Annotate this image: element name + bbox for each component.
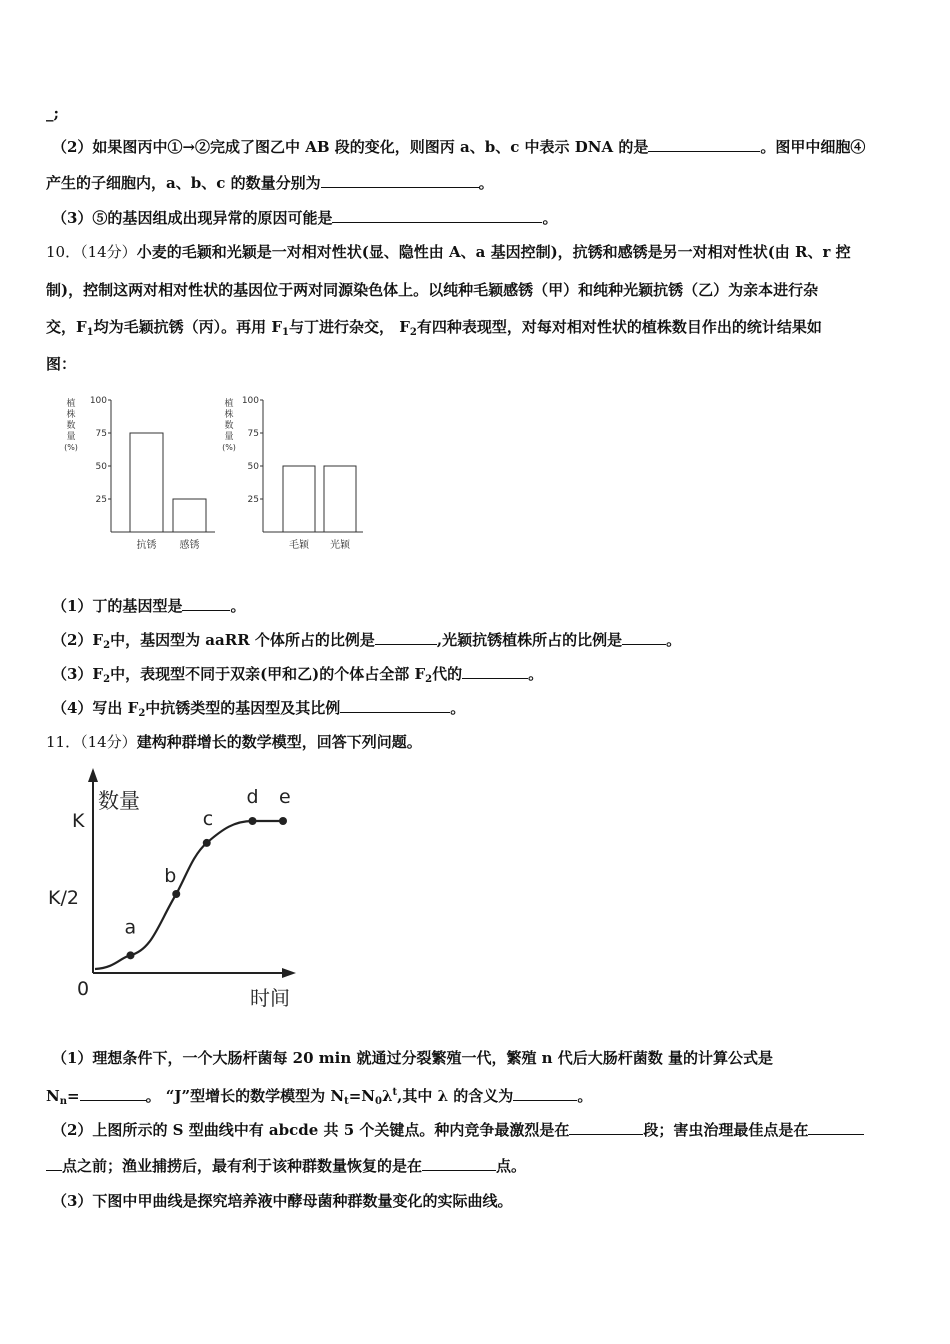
x-tick-label: 毛颖: [289, 540, 309, 551]
text-fragment: 。: [230, 597, 246, 615]
y-tick-label: 25: [95, 495, 107, 505]
answer-blank[interactable]: [422, 1156, 496, 1171]
text-fragment: 。: [450, 699, 466, 717]
text-fragment: 。图甲中细胞④: [760, 138, 866, 156]
question-10-line-2: [46, 280, 818, 300]
answer-blank[interactable]: [46, 1156, 62, 1171]
text-fragment: 。: [478, 174, 494, 192]
answer-blank[interactable]: [182, 596, 230, 611]
curve-point: [203, 839, 211, 847]
text-fragment: （3）⑤的基因组成出现异常的原因可能是: [52, 209, 333, 227]
y-tick-label: 75: [247, 429, 259, 439]
y-axis-label-char: 株: [66, 410, 76, 420]
text-fragment: （3）下图中甲曲线是探究培养液中酵母菌种群数量变化的实际曲线。: [52, 1192, 513, 1210]
text-fragment: 交，F: [46, 318, 87, 336]
subscript: 1: [86, 327, 94, 338]
bar-chart-rust: [55, 390, 235, 560]
text-fragment: 有四种表现型，对每对相对性状的植株数目作出的统计结果如: [416, 318, 822, 336]
text-fragment: （2）如果图丙中①→②完成了图乙中 AB 段的变化，则图丙 a、b、c 中表示 DNA 的是: [52, 138, 649, 156]
subscript: 2: [103, 640, 111, 651]
answer-blank[interactable]: [569, 1120, 643, 1135]
text-fragment: 代的: [432, 665, 463, 683]
curve-point: [172, 890, 180, 898]
text-fragment: N: [46, 1087, 60, 1105]
x-tick-label: 光颖: [330, 540, 350, 551]
subscript: n: [59, 1096, 67, 1107]
question-10-line-4: [46, 354, 76, 374]
text-fragment: 中抗锈类型的基因型及其比例: [145, 699, 341, 717]
y-tick-label: 25: [247, 495, 259, 505]
text-line-3: [52, 208, 557, 228]
x-tick-label: 抗锈: [136, 540, 157, 551]
text-line-1: [52, 137, 865, 157]
x-axis-arrow: [282, 968, 296, 978]
text-fragment: 制)，控制这两对相对性状的基因位于两对同源染色体上。以纯种毛颖感锈（甲）和纯种光颖抗锈（乙）为亲本进行杂: [46, 281, 819, 299]
y-axis-label-char: 植: [224, 399, 234, 409]
y-axis-label-char: 数: [224, 421, 234, 431]
superscript: t: [392, 1087, 398, 1098]
s-curve-chart: [42, 762, 312, 1012]
s-curve: [95, 821, 283, 969]
subscript: 2: [138, 708, 146, 719]
text-fragment: _;: [46, 104, 60, 122]
q10-sub-2: [52, 630, 681, 650]
subscript: 2: [425, 674, 433, 685]
y-axis-label-unit: (%): [222, 443, 236, 452]
q10-sub-1: [52, 596, 245, 616]
answer-blank[interactable]: [80, 1086, 146, 1101]
text-fragment: （4）写出 F: [52, 699, 139, 717]
bar: [283, 466, 315, 532]
text-fragment: 中，基因型为 aaRR 个体所占的比例是: [110, 631, 375, 649]
text-fragment: 。 “J”型增长的数学模型为 N: [145, 1087, 345, 1105]
curve-point: [127, 951, 135, 959]
q11-sub-2-line-1: [52, 1120, 864, 1140]
q11-sub-1-line-1: [52, 1048, 773, 1068]
text-fragment: 产生的子细胞内，a、b、c 的数量分别为: [46, 174, 321, 192]
text-fragment: （1）理想条件下，一个大肠杆菌每 20 min 就通过分裂繁殖一代，繁殖 n 代后大肠杆菌数 量的计算公式是: [52, 1049, 774, 1067]
y-tick-label: 50: [95, 462, 107, 472]
subscript: 2: [409, 327, 417, 338]
question-11-line-1: [46, 732, 422, 752]
text-line-0: [46, 103, 59, 123]
text-fragment: 与丁进行杂交， F: [288, 318, 410, 336]
y-axis-label-char: 量: [66, 432, 76, 442]
q10-sub-3: [52, 664, 543, 684]
text-fragment: 建构种群增长的数学模型，回答下列问题。: [136, 733, 422, 751]
origin-label: 0: [77, 978, 90, 1000]
y-axis-label-char: 植: [66, 399, 76, 409]
bar: [324, 466, 356, 532]
text-fragment: 段；害虫治理最佳点是在: [643, 1121, 809, 1139]
q11-sub-1-line-2: [46, 1086, 592, 1106]
y-axis-label-char: 量: [224, 432, 234, 442]
question-number: 10．（14分）: [46, 243, 137, 261]
text-fragment: ,光颖抗锈植株所占的比例是: [436, 631, 623, 649]
answer-blank[interactable]: [332, 208, 542, 223]
text-fragment: 。: [577, 1087, 593, 1105]
text-fragment: 图：: [46, 355, 77, 373]
y-tick-label: 75: [95, 429, 107, 439]
text-fragment: =N: [348, 1087, 375, 1105]
question-10-line-3: [46, 317, 822, 337]
text-fragment: 小麦的毛颖和光颖是一对相对性状(显、隐性由 A、a 基因控制)，抗锈和感锈是另一对相对性状(由 R、r 控: [136, 243, 851, 261]
question-number: 11．（14分）: [46, 733, 137, 751]
y-tick-label-k: K: [72, 810, 85, 832]
q11-sub-2-line-2: [46, 1156, 526, 1176]
x-axis-label: 时间: [250, 986, 290, 1010]
answer-blank[interactable]: [375, 630, 437, 645]
text-fragment: ,其中 λ 的含义为: [397, 1087, 514, 1105]
question-10-line-1: [46, 242, 851, 262]
y-axis-label-char: 数: [66, 421, 76, 431]
answer-blank[interactable]: [648, 137, 760, 152]
text-fragment: 。: [666, 631, 682, 649]
subscript: t: [344, 1096, 349, 1107]
y-tick-label: 50: [247, 462, 259, 472]
curve-point-label: c: [202, 807, 214, 830]
text-fragment: 。: [528, 665, 544, 683]
x-tick-label: 感锈: [179, 540, 200, 551]
text-fragment: λ: [381, 1087, 393, 1105]
bar: [130, 433, 163, 532]
y-axis-label: 数量: [98, 789, 140, 813]
subscript: 2: [103, 674, 111, 685]
y-axis-label-char: 株: [224, 410, 234, 420]
answer-blank[interactable]: [808, 1120, 864, 1135]
answer-blank[interactable]: [462, 664, 528, 679]
text-fragment: 点。: [496, 1157, 527, 1175]
text-fragment: =: [67, 1087, 80, 1105]
curve-point-label: e: [279, 786, 291, 808]
answer-blank[interactable]: [622, 630, 666, 645]
text-fragment: 均为毛颖抗锈（丙）。再用 F: [93, 318, 282, 336]
subscript: 1: [282, 327, 289, 338]
answer-blank[interactable]: [321, 173, 479, 188]
subscript: 0: [375, 1096, 382, 1107]
text-fragment: 点之前；渔业捕捞后，最有利于该种群数量恢复的是在: [62, 1157, 423, 1175]
text-fragment: （3）F: [52, 665, 104, 683]
curve-point-label: d: [246, 786, 259, 808]
text-fragment: （2）F: [52, 631, 104, 649]
y-tick-label-k2: K/2: [48, 887, 79, 909]
curve-point-label: a: [124, 916, 137, 939]
bar-chart-glume: [215, 390, 385, 560]
y-axis-label-unit: (%): [64, 443, 78, 452]
q10-sub-4: [52, 698, 465, 718]
answer-blank[interactable]: [513, 1086, 577, 1101]
curve-point-label: b: [164, 865, 177, 887]
y-tick-label: 100: [241, 396, 259, 406]
text-fragment: （2）上图所示的 S 型曲线中有 abcde 共 5 个关键点。种内竞争最激烈是在: [52, 1121, 570, 1139]
y-axis-arrow: [88, 768, 98, 782]
answer-blank[interactable]: [340, 698, 450, 713]
text-line-2: [46, 173, 494, 193]
text-fragment: 中，表现型不同于双亲(甲和乙)的个体占全部 F: [110, 665, 426, 683]
text-fragment: （1）丁的基因型是: [52, 597, 183, 615]
bar: [173, 499, 206, 532]
y-tick-label: 100: [89, 396, 107, 406]
curve-point: [279, 817, 287, 825]
curve-point: [249, 817, 257, 825]
q11-sub-3: [52, 1191, 512, 1211]
text-fragment: 。: [542, 209, 558, 227]
